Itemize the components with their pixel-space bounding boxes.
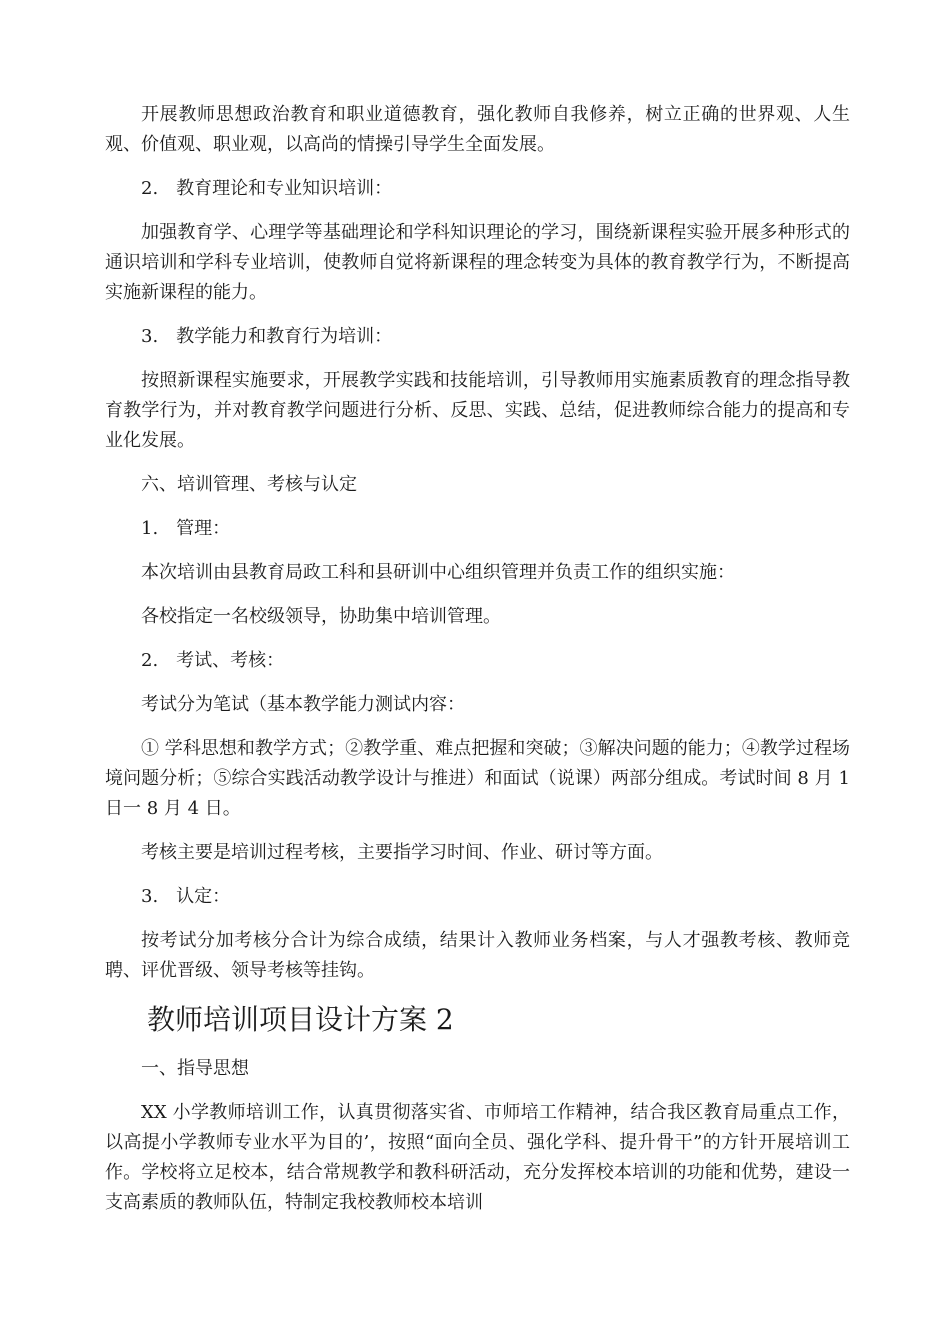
section-title: 教师培训项目设计方案 2 bbox=[147, 1003, 454, 1036]
list-heading: 3. 教学能力和教育行为培训： bbox=[141, 326, 393, 347]
paragraph: 加强教育学、心理学等基础理论和学科知识理论的学习，围绕新课程实验开展多种形式的通识培训和学科专业培训，使教师自觉将新课程的理念转变为具体的教育教学行为，不断提高实施新课程的能力。 bbox=[105, 222, 850, 303]
paragraph: 考试分为笔试（基本教学能力测试内容： bbox=[141, 694, 465, 715]
document-page bbox=[105, 100, 850, 1232]
paragraph: 本次培训由县教育局政工科和县研训中心组织管理并负责工作的组织实施： bbox=[141, 562, 735, 583]
section-heading: 六、培训管理、考核与认定 bbox=[141, 474, 357, 495]
paragraph: ① 学科思想和教学方式；②教学重、难点把握和突破；③解决问题的能力；④教学过程场境问题分析；⑤综合实践活动教学设计与推进）和面试（说课）两部分组成。考试时间 8 月 1 日一 8 月 4 日。 bbox=[105, 738, 850, 819]
section-heading: 一、指导思想 bbox=[141, 1058, 249, 1079]
paragraph: 按照新课程实施要求，开展教学实践和技能培训，引导教师用实施素质教育的理念指导教育教学行为，并对教育教学问题进行分析、反思、实践、总结，促进教师综合能力的提高和专业化发展。 bbox=[105, 370, 850, 451]
list-heading: 1. 管理： bbox=[141, 518, 231, 539]
paragraph: 按考试分加考核分合计为综合成绩，结果计入教师业务档案，与人才强教考核、教师竞聘、评优晋级、领导考核等挂钩。 bbox=[105, 930, 850, 981]
paragraph: 考核主要是培训过程考核，主要指学习时间、作业、研讨等方面。 bbox=[141, 842, 663, 863]
paragraph: XX 小学教师培训工作，认真贯彻落实省、市师培工作精神，结合我区教育局重点工作，以高提小学教师专业水平为目的’，按照“面向全员、强化学科、提升骨干”的方针开展培训工作。学校将立足校本，结合常规教学和教科研活动，充分发挥校本培训的功能和优势，建设一支高素质的教师队伍，特制定我校教师校本培训 bbox=[105, 1102, 850, 1213]
paragraph: 各校指定一名校级领导，协助集中培训管理。 bbox=[141, 606, 501, 627]
list-heading: 2. 考试、考核： bbox=[141, 650, 285, 671]
paragraph: 开展教师思想政治教育和职业道德教育，强化教师自我修养，树立正确的世界观、人生观、价值观、职业观，以高尚的情操引导学生全面发展。 bbox=[105, 104, 850, 155]
list-heading: 3. 认定： bbox=[141, 886, 231, 907]
list-heading: 2. 教育理论和专业知识培训： bbox=[141, 178, 393, 199]
